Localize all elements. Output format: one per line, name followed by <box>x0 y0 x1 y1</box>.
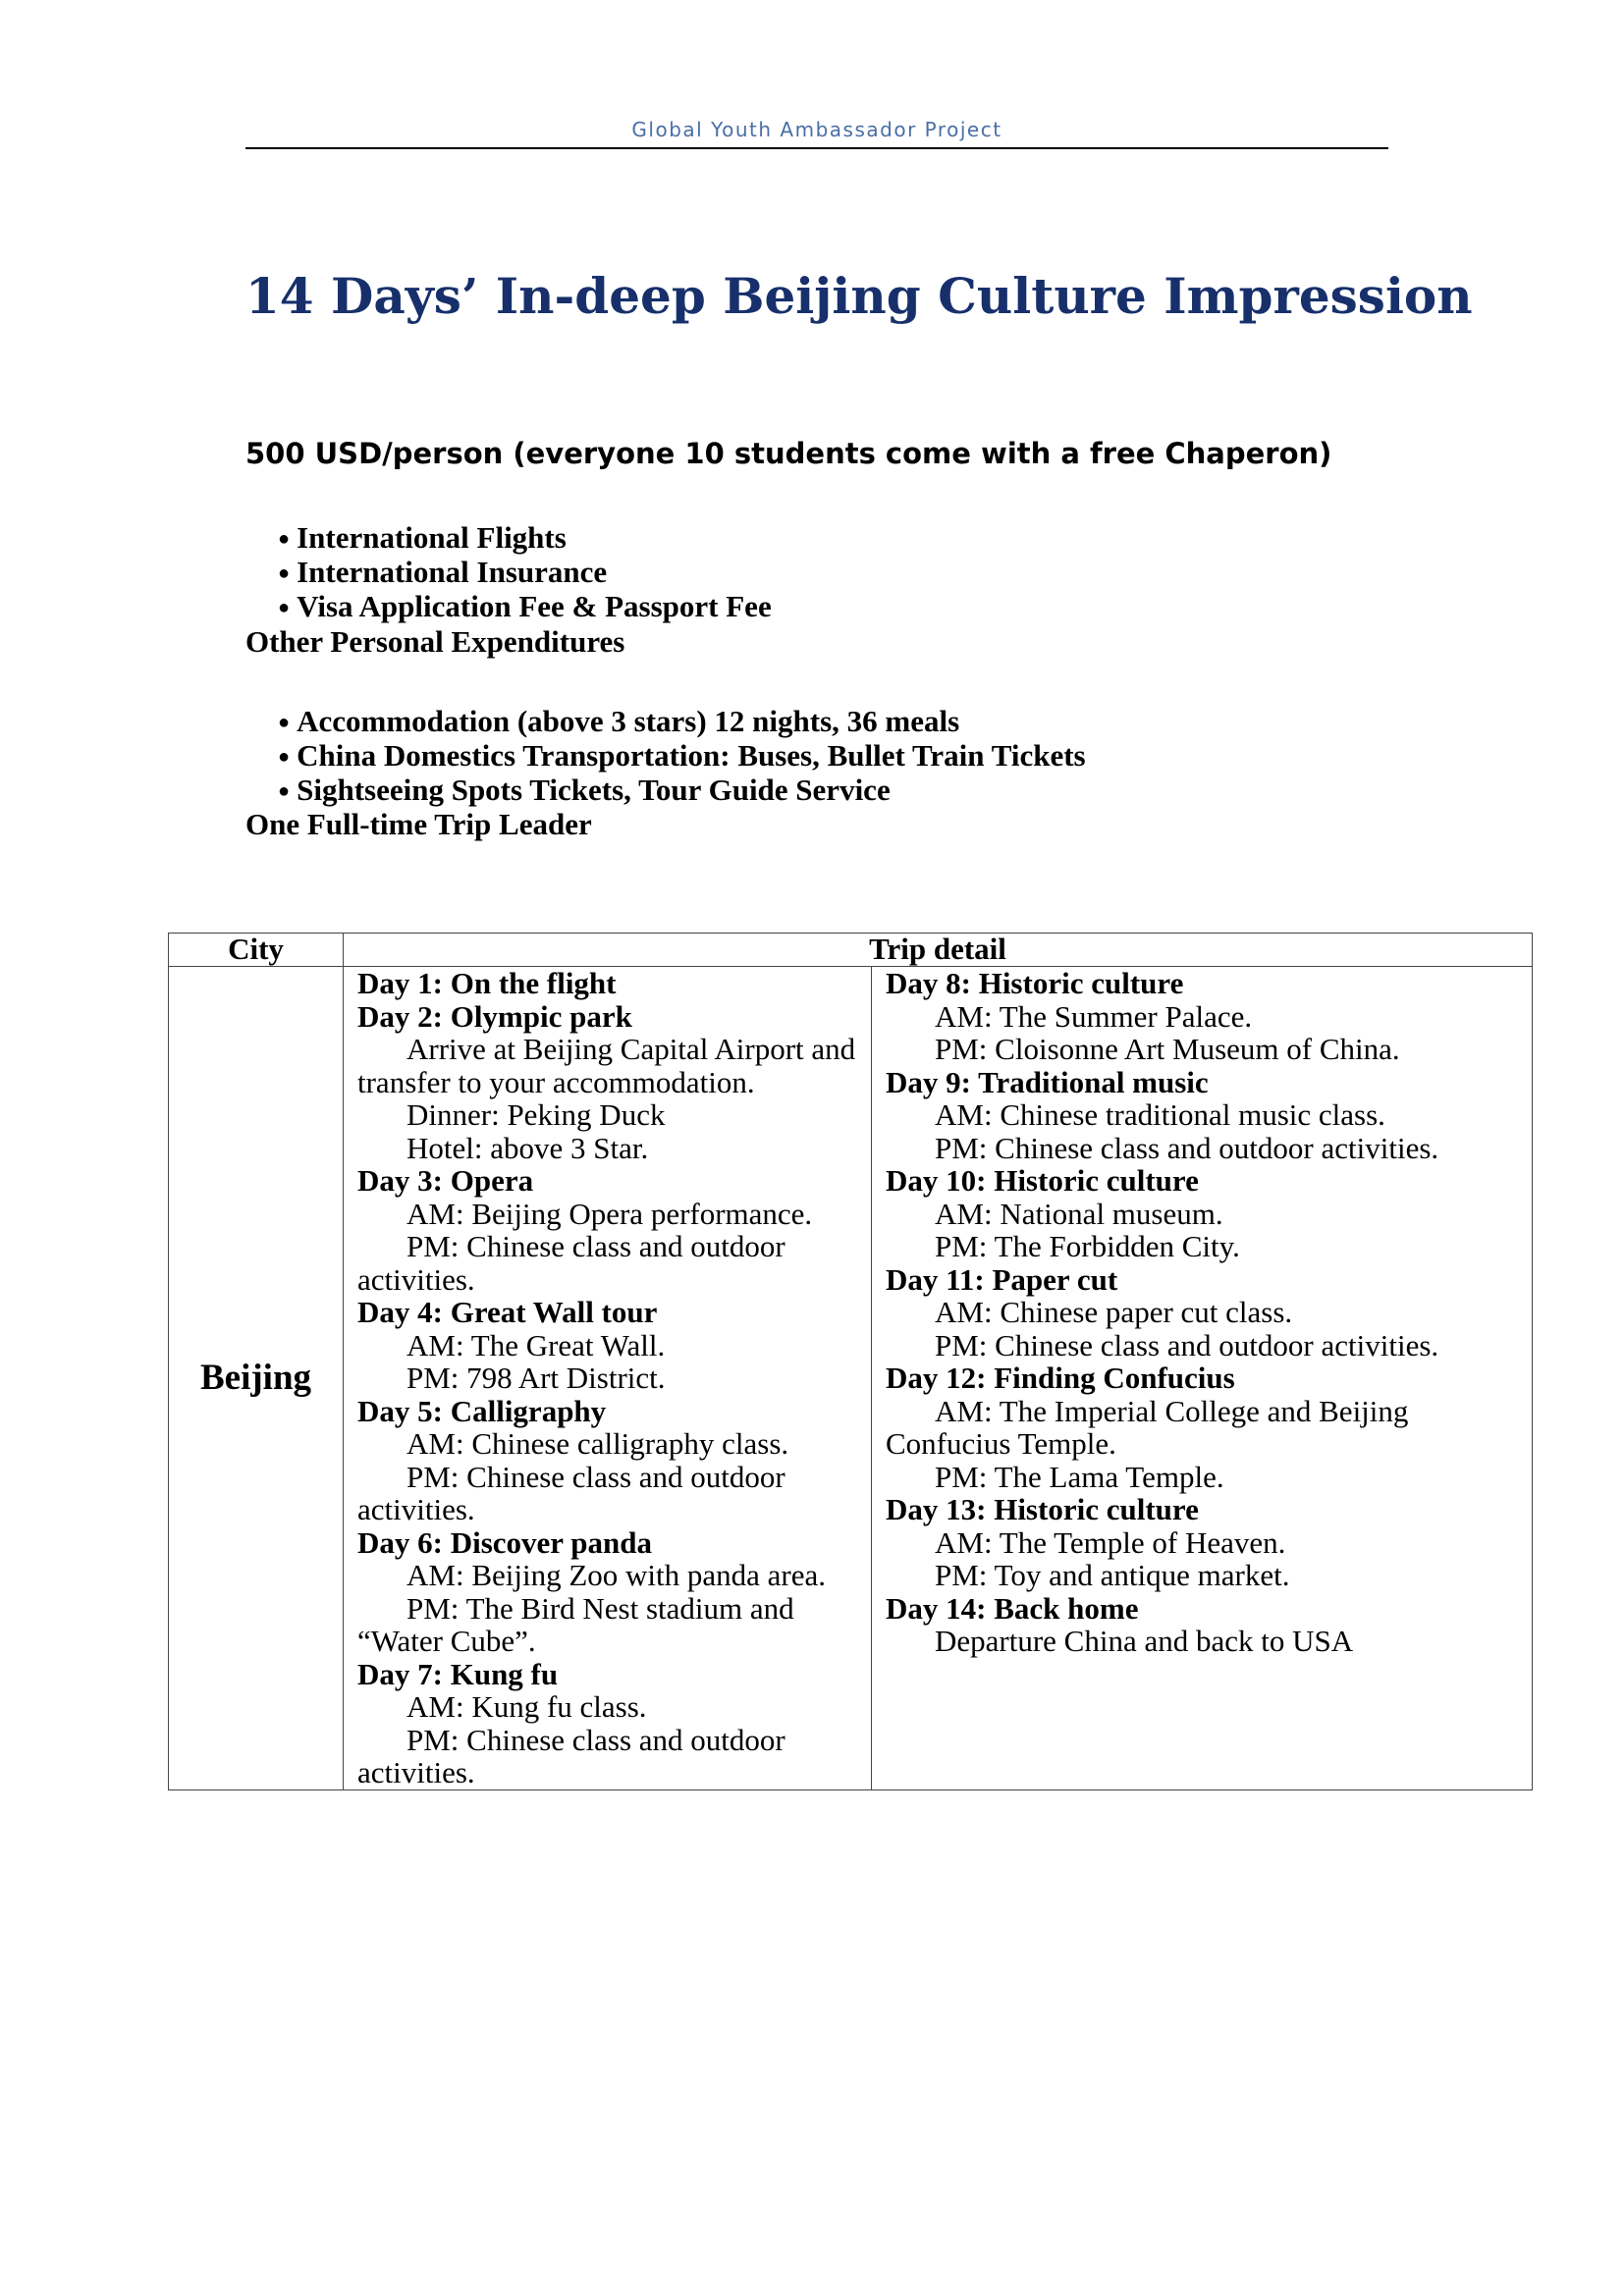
day-activity: AM: National museum. <box>935 1196 1223 1231</box>
day-activity: AM: The Imperial College and Beijing Confucius Temple. <box>886 1393 1409 1461</box>
header-divider <box>245 147 1388 149</box>
day-activity: AM: The Great Wall. <box>406 1327 666 1362</box>
day-block <box>886 1493 1524 1592</box>
day-activity: AM: Kung fu class. <box>406 1689 647 1724</box>
day-block <box>357 1296 863 1395</box>
day-block <box>357 1395 863 1526</box>
day-block <box>357 967 863 1000</box>
day-activity: PM: The Forbidden City. <box>935 1229 1240 1263</box>
excluded-last-item: Other Personal Expenditures <box>245 624 625 659</box>
list-item: ● International Insurance <box>278 556 772 590</box>
table-row <box>169 967 1533 1790</box>
excluded-list <box>278 521 772 624</box>
day-title: Day 11: Paper cut <box>886 1261 1118 1297</box>
day-activity: PM: Toy and antique market. <box>935 1558 1290 1592</box>
day-title: Day 6: Discover panda <box>357 1524 652 1560</box>
day-activity: AM: Beijing Opera performance. <box>406 1196 813 1231</box>
day-activity: Dinner: Peking Duck <box>406 1097 666 1132</box>
day-activity: PM: 798 Art District. <box>406 1361 666 1395</box>
day-block <box>886 1263 1524 1362</box>
day-activity: AM: The Summer Palace. <box>935 998 1253 1034</box>
day-activity: Hotel: above 3 Star. <box>406 1130 649 1165</box>
day-block <box>886 1164 1524 1263</box>
day-activity: PM: Cloisonne Art Museum of China. <box>935 1032 1400 1066</box>
list-item: ● China Domestics Transportation: Buses, Bullet Train Tickets <box>278 739 1086 774</box>
day-activity: PM: The Bird Nest stadium and “Water Cube”. <box>357 1590 794 1658</box>
days-8-14-cell <box>872 967 1533 1790</box>
day-title: Day 10: Historic culture <box>886 1163 1199 1198</box>
day-title: Day 3: Opera <box>357 1163 534 1198</box>
day-activity: PM: Chinese class and outdoor activities. <box>357 1459 785 1526</box>
day-activity: AM: Beijing Zoo with panda area. <box>406 1558 827 1592</box>
included-last-item: One Full-time Trip Leader <box>245 807 592 841</box>
day-block <box>357 1658 863 1789</box>
days-1-7-cell <box>344 967 872 1790</box>
day-activity: Departure China and back to USA <box>935 1624 1354 1658</box>
day-activity: PM: Chinese class and outdoor activities. <box>935 1327 1439 1362</box>
day-block <box>357 1000 863 1165</box>
day-title: Day 5: Calligraphy <box>357 1393 607 1428</box>
day-title: Day 12: Finding Confucius <box>886 1361 1235 1395</box>
day-block <box>357 1164 863 1296</box>
day-block <box>357 1526 863 1658</box>
day-activity: AM: The Temple of Heaven. <box>935 1524 1286 1560</box>
itinerary-table <box>168 933 1533 1790</box>
day-activity: AM: Chinese calligraphy class. <box>406 1426 789 1461</box>
list-item: ● Sightseeing Spots Tickets, Tour Guide Service <box>278 774 1086 808</box>
header-trip-detail: Trip detail <box>344 934 1533 967</box>
list-item: ● Visa Application Fee & Passport Fee <box>278 590 772 624</box>
city-name: Beijing <box>169 967 344 1790</box>
day-block <box>886 967 1524 1066</box>
day-activity: AM: Chinese traditional music class. <box>935 1097 1385 1132</box>
day-title: Day 2: Olympic park <box>357 998 632 1034</box>
day-activity: AM: Chinese paper cut class. <box>935 1295 1293 1329</box>
day-block <box>886 1362 1524 1493</box>
day-activity: PM: Chinese class and outdoor activities. <box>357 1722 785 1789</box>
day-block <box>886 1066 1524 1165</box>
included-list <box>278 705 1086 808</box>
day-activity: PM: The Lama Temple. <box>935 1459 1224 1494</box>
header-project-name: Global Youth Ambassador Project <box>631 118 1002 141</box>
day-activity: PM: Chinese class and outdoor activities. <box>357 1229 785 1297</box>
day-title: Day 9: Traditional music <box>886 1064 1209 1099</box>
page-title: 14 Days’ In-deep Beijing Culture Impression <box>245 267 1473 325</box>
day-title: Day 13: Historic culture <box>886 1492 1199 1526</box>
day-title: Day 8: Historic culture <box>886 966 1184 1000</box>
header-city: City <box>169 934 344 967</box>
day-activity: Arrive at Beijing Capital Airport and transfer to your accommodation. <box>357 1032 856 1099</box>
day-title: Day 4: Great Wall tour <box>357 1295 658 1329</box>
day-title: Day 1: On the flight <box>357 966 617 1000</box>
price-line: 500 USD/person (everyone 10 students come with a free Chaperon) <box>245 437 1332 470</box>
day-title: Day 7: Kung fu <box>357 1656 559 1691</box>
day-title: Day 14: Back home <box>886 1590 1139 1626</box>
day-block <box>886 1592 1524 1658</box>
list-item: ● Accommodation (above 3 stars) 12 nights, 36 meals <box>278 705 1086 739</box>
list-item: ● International Flights <box>278 521 772 556</box>
day-activity: PM: Chinese class and outdoor activities. <box>935 1130 1439 1165</box>
table-header-row <box>169 934 1533 967</box>
